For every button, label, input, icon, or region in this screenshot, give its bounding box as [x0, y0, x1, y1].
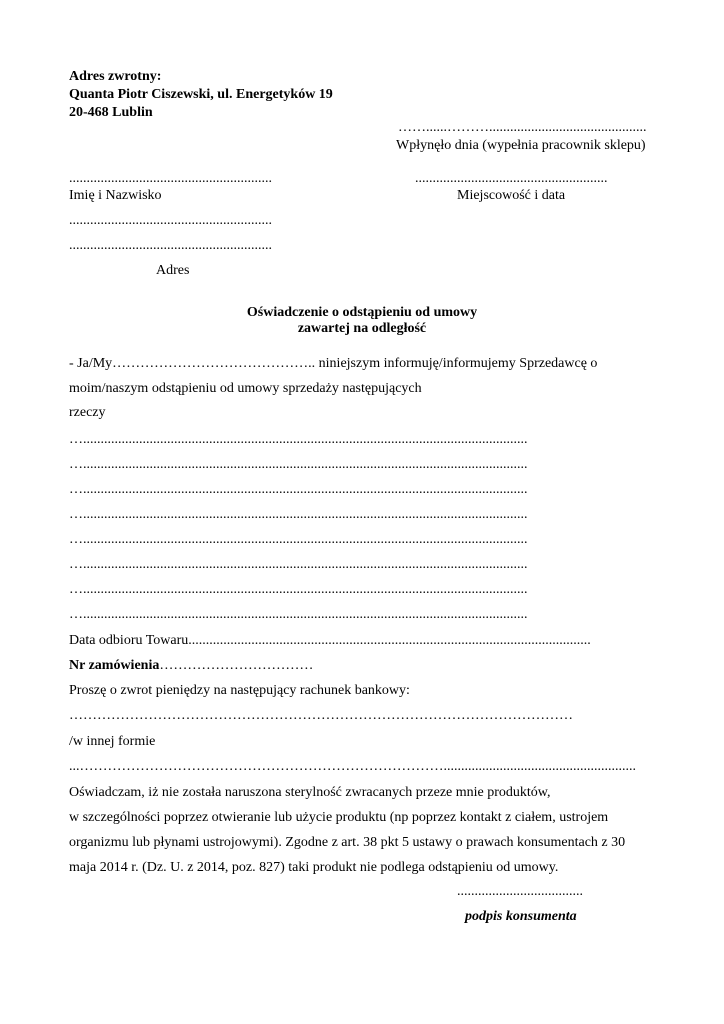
- name-field[interactable]: ..........................................................: [69, 171, 272, 186]
- declaration-line: organizmu lub płynami ustrojowymi). Zgodne z art. 38 pkt 5 ustawy o prawach konsumentach z 30: [69, 835, 626, 850]
- signature-field[interactable]: ....................................: [457, 884, 583, 899]
- return-address-company: Quanta Piotr Ciszewski, ul. Energetyków 19: [69, 87, 333, 102]
- address-field-1[interactable]: ..........................................................: [69, 213, 272, 228]
- item-line[interactable]: …...............................................................................................................................: [69, 432, 528, 447]
- document-title-line1: Oświadczenie o odstąpieniu od umowy: [246, 305, 478, 320]
- address-field-2[interactable]: ..........................................................: [69, 238, 272, 253]
- item-line[interactable]: …...............................................................................................................................: [69, 557, 528, 572]
- declaration-line: maja 2014 r. (Dz. U. z 2014, poz. 827) taki produkt nie podlega odstąpieniu od umowy.: [69, 860, 559, 875]
- item-line[interactable]: …...............................................................................................................................: [69, 457, 528, 472]
- withdrawal-intro-line1: - Ja/My…………………………………….. niniejszym informuję/informujemy Sprzedawcę o: [69, 356, 598, 371]
- order-number-label: Nr zamówienia: [69, 658, 160, 673]
- item-line[interactable]: …...............................................................................................................................: [69, 532, 528, 547]
- place-date-label: Miejscowość i data: [457, 188, 566, 203]
- other-form-field[interactable]: ...…………………………………………………………………….......................................................: [69, 759, 636, 774]
- item-line[interactable]: …...............................................................................................................................: [69, 482, 528, 497]
- withdrawal-intro-line2: moim/naszym odstąpieniu od umowy sprzedaży następujących: [69, 381, 422, 396]
- order-number-dots[interactable]: ……………………………: [159, 658, 314, 673]
- return-address-heading: Adres zwrotny:: [69, 69, 162, 84]
- bank-account-field[interactable]: ………………………………………………………………………………………………: [69, 708, 573, 723]
- declaration-line: w szczególności poprzez otwieranie lub użycie produktu (np poprzez kontakt z ciałem, ustrojem: [69, 810, 609, 825]
- item-line[interactable]: …...............................................................................................................................: [69, 507, 528, 522]
- withdrawal-intro-line3: rzeczy: [69, 405, 106, 420]
- refund-request: Proszę o zwrot pieniędzy na następujący rachunek bankowy:: [69, 683, 410, 698]
- address-label: Adres: [156, 263, 190, 278]
- received-date-label: Wpłynęło dnia (wypełnia pracownik sklepu): [396, 138, 646, 153]
- order-number-field[interactable]: [69, 658, 313, 674]
- item-line[interactable]: …...............................................................................................................................: [69, 607, 528, 622]
- return-address-city: 20-468 Lublin: [69, 105, 153, 120]
- place-date-field[interactable]: .......................................................: [415, 171, 608, 186]
- receipt-date-field[interactable]: Data odbioru Towaru...................................................................................................................: [69, 633, 591, 648]
- document-title-line2: zawartej na odległość: [297, 321, 427, 336]
- declaration-line: Oświadczam, iż nie została naruszona sterylność zwracanych przeze mnie produktów,: [69, 785, 551, 800]
- signature-label: podpis konsumenta: [465, 909, 577, 924]
- item-line[interactable]: …...............................................................................................................................: [69, 582, 528, 597]
- received-date-field[interactable]: ……......……….............................................: [398, 120, 647, 135]
- name-label: Imię i Nazwisko: [69, 188, 162, 203]
- other-form-label: /w innej formie: [69, 734, 156, 749]
